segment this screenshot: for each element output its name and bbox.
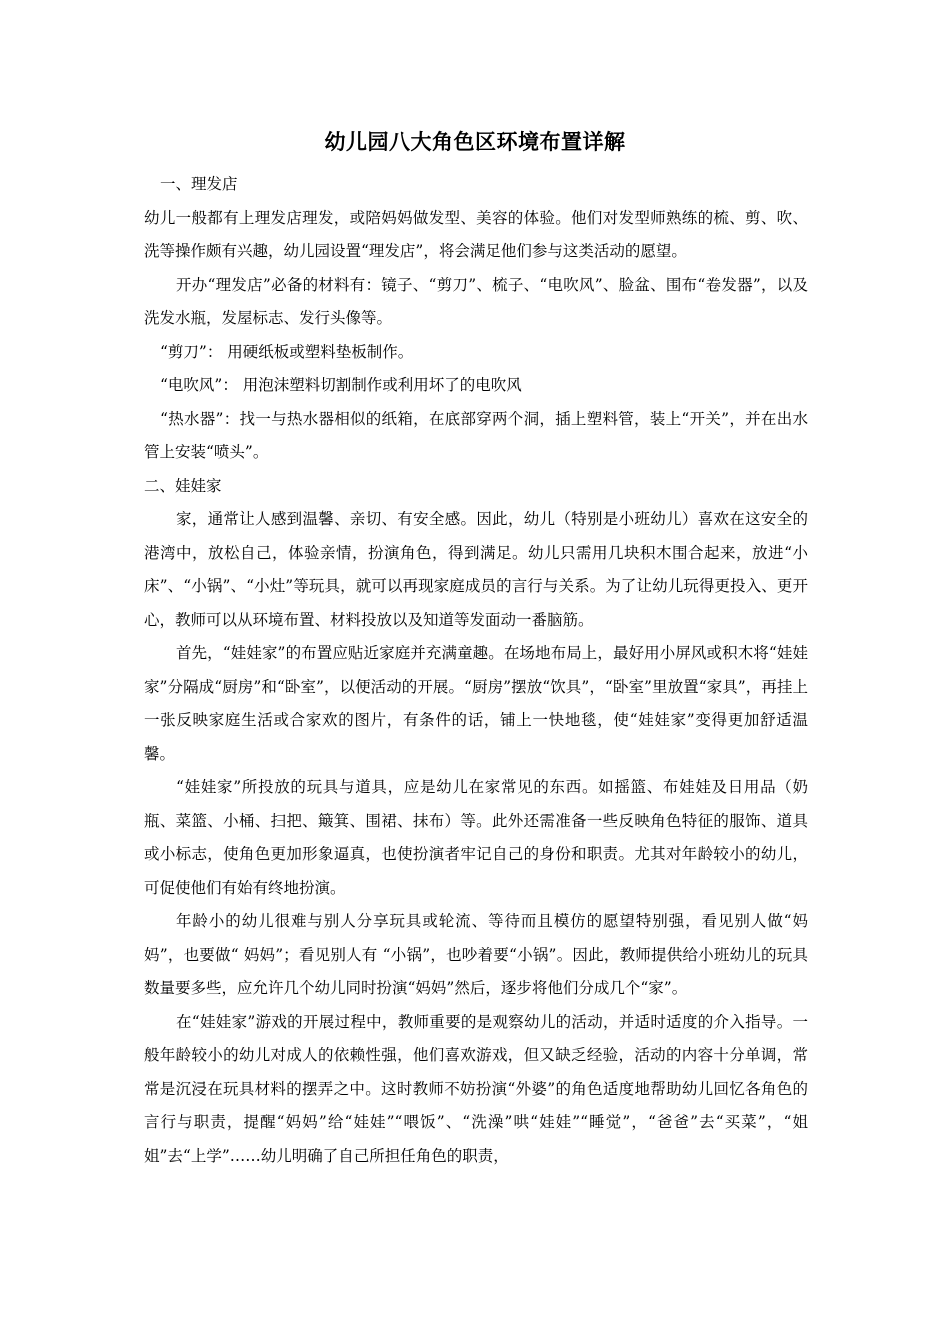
paragraph: “电吹风”： 用泡沫塑料切割制作或利用坏了的电吹风 <box>160 376 522 394</box>
paragraph: 家，通常让人感到温馨、亲切、有安全感。因此，幼儿（特别是小班幼儿）喜欢在这安全的港湾中，放松自己，体验亲情，扮演角色，得到满足。幼儿只需用几块积木围合起来，放进“小床”、“小锅”、“小灶”等玩具，就可以再现家庭成员的言行与关系。为了让幼儿玩得更投入、更开心，教师可以从环境布置、材料投放以及知道等发面动一番脑筋。 <box>144 510 808 629</box>
paragraph: 开办“理发店”必备的材料有：镜子、“剪刀”、梳子、“电吹风”、脸盆、围布“卷发器”，以及洗发水瓶，发屋标志、发行头像等。 <box>144 275 808 327</box>
paragraph: 幼儿一般都有上理发店理发，或陪妈妈做发型、美容的体验。他们对发型师熟练的梳、剪、吹、洗等操作颇有兴趣，幼儿园设置“理发店”，将会满足他们参与这类活动的愿望。 <box>144 208 808 260</box>
document-body <box>144 168 808 1173</box>
paragraph: “热水器”：找一与热水器相似的纸箱，在底部穿两个洞，插上塑料管，装上“开关”，并在出水管上安装“喷头”。 <box>144 409 808 461</box>
paragraph: 在“娃娃家”游戏的开展过程中，教师重要的是观察幼儿的活动，并适时适度的介入指导。一般年龄较小的幼儿对成人的依赖性强，他们喜欢游戏，但又缺乏经验，活动的内容十分单调，常常是沉浸在玩具材料的摆弄之中。这时教师不妨扮演“外婆”的角色适度地帮助幼儿回忆各角色的言行与职责，提醒“妈妈”给“娃娃”“喂饭”、“洗澡”哄“娃娃”“睡觉”，“爸爸”去“买菜”，“姐姐”去“上学”……幼儿明确了自己所担任角色的职责， <box>144 1012 808 1165</box>
paragraph: “剪刀”： 用硬纸板或塑料垫板制作。 <box>160 342 414 361</box>
paragraph: 首先，“娃娃家”的布置应贴近家庭并充满童趣。在场地布局上，最好用小屏风或积木将“娃娃家”分隔成“厨房”和“卧室”，以便活动的开展。“厨房”摆放“饮具”，“卧室”里放置“家具”，再挂上一张反映家庭生活或合家欢的图片，有条件的话，铺上一快地毯，使“娃娃家”变得更加舒适温馨。 <box>144 644 808 763</box>
paragraph: “娃娃家”所投放的玩具与道具，应是幼儿在家常见的东西。如摇篮、布娃娃及日用品（奶瓶、菜篮、小桶、扫把、簸箕、围裙、抹布）等。此外还需准备一些反映角色特征的服饰、道具或小标志，使角色更加形象逼真，也使扮演者牢记自己的身份和职责。尤其对年龄较小的幼儿，可促使他们有始有终地扮演。 <box>144 778 808 897</box>
paragraph: 年龄小的幼儿很难与别人分享玩具或轮流、等待而且模仿的愿望特别强，看见别人做“妈妈”，也要做“ 妈妈”；看见别人有 “小锅”，也吵着要“小锅”。因此，教师提供给小班幼儿的玩具数量要多些，应允许几个幼儿同时扮演“妈妈”然后，逐步将他们分成几个“家”。 <box>144 912 808 997</box>
section-heading-dollhouse: 二、娃娃家 <box>144 476 222 495</box>
document-title: 幼儿园八大角色区环境布置详解 <box>324 129 626 154</box>
section-heading-barbershop: 一、理发店 <box>160 175 238 193</box>
